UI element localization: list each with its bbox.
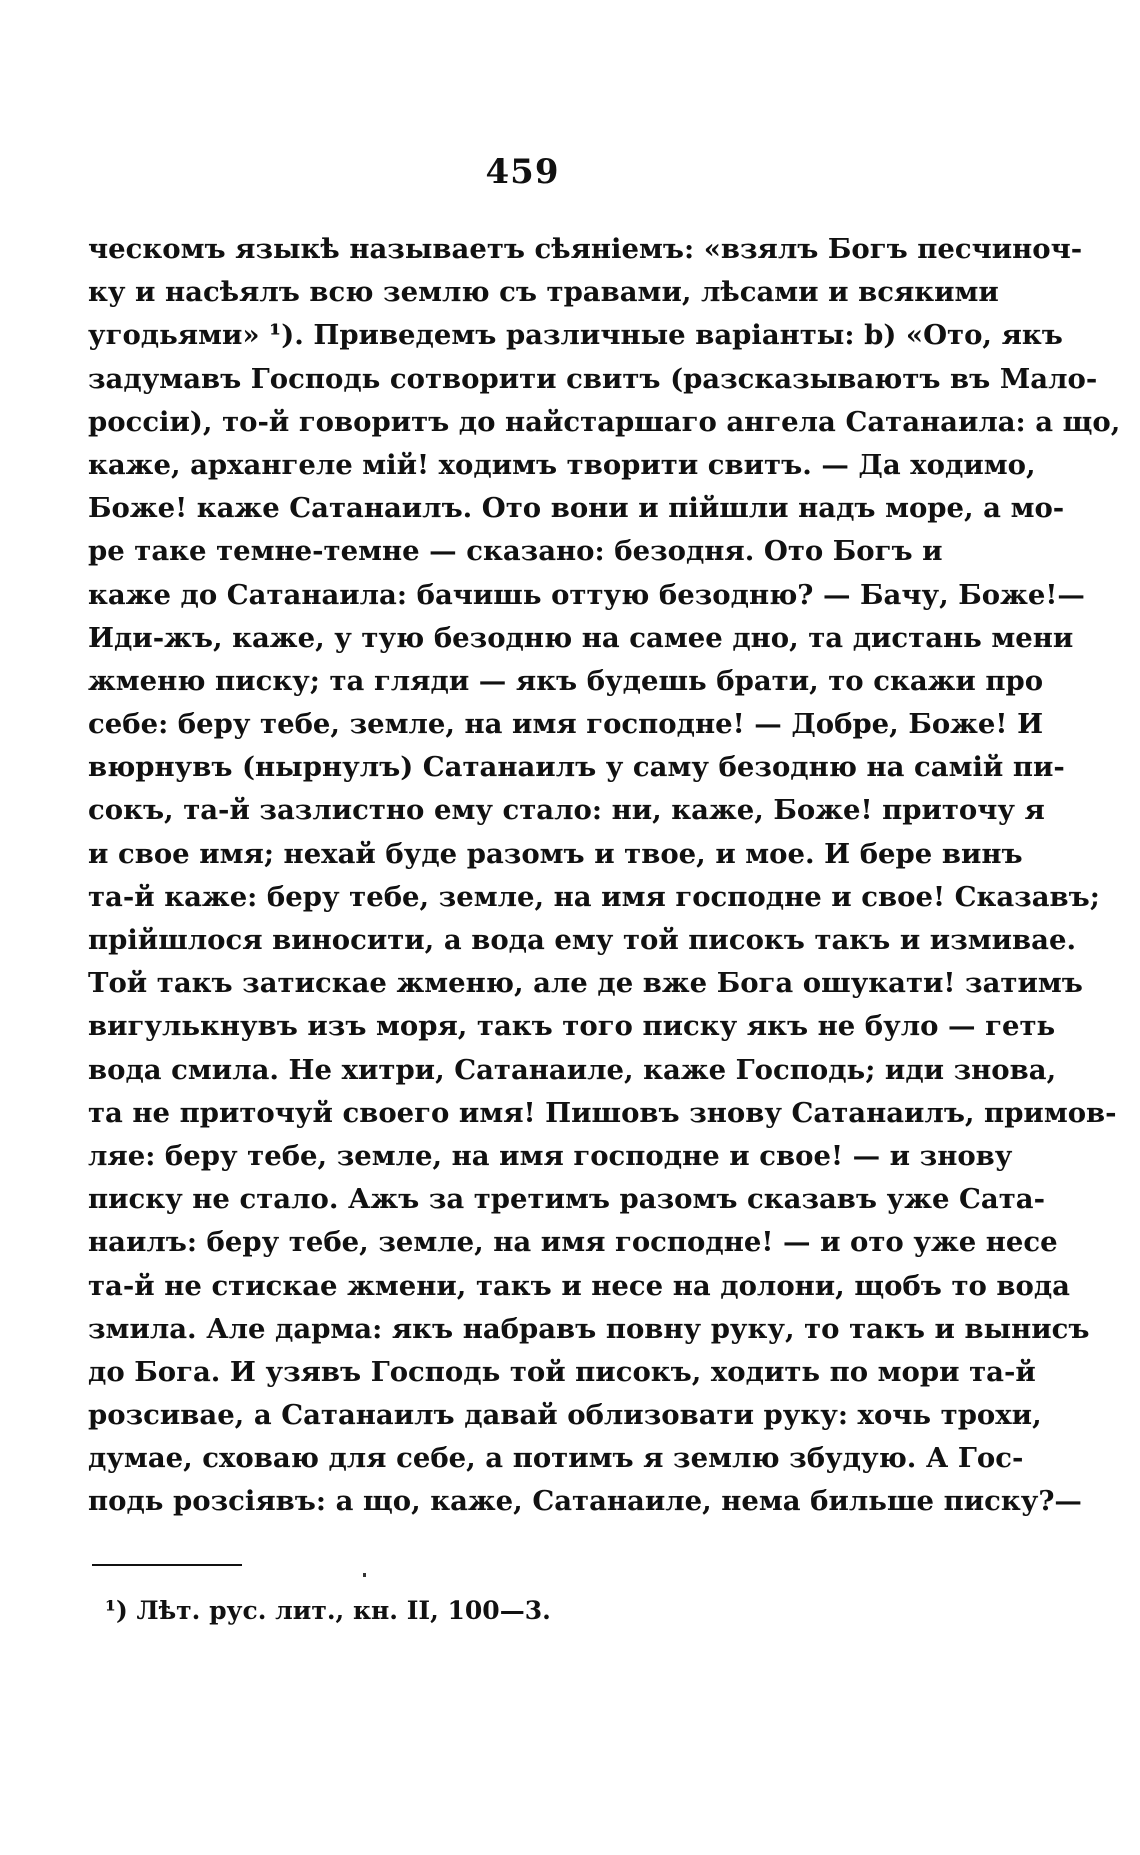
text-line: розсивае, а Сатанаилъ давай облизовати руку: хочь трохи, [88,1399,1042,1432]
page-number: 459 [485,152,560,192]
text-line: вода смила. Не хитри, Сатанаиле, каже Господь; иди знова, [88,1053,1057,1086]
text-line: ку и насѣялъ всю землю съ травами, лѣсами и всякими [88,276,999,309]
footnote: ¹) Лѣт. рус. лит., кн. II, 100—3. [105,1596,551,1625]
text-line: до Бога. И узявъ Господь той писокъ, ходить по мори та-й [88,1355,1036,1388]
text-line: каже, архангеле мій! ходимъ творити свитъ. — Да ходимо, [88,448,1036,481]
text-line: Иди-жъ, каже, у тую безодню на самее дно, та дистань мени [88,621,1074,654]
text-line: сокъ, та-й зазлистно ему стало: ни, каже, Боже! приточу я [88,794,1045,827]
text-line: та-й не стискае жмени, такъ и несе на долони, щобъ то вода [88,1269,1070,1302]
body-text [88,228,1121,1524]
text-line: наилъ: беру тебе, земле, на имя господне! — и ото уже несе [88,1226,1058,1259]
text-line: ре таке темне-темне — сказано: безодня. Ото Богъ и [88,535,943,568]
text-line: ческомъ языкѣ называетъ сѣяніемъ: «взялъ Богъ песчиноч- [88,233,1083,265]
text-line: писку не стало. Ажъ за третимъ разомъ сказавъ уже Сата- [88,1183,1046,1216]
text-line: та не приточуй своего имя! Пишовъ знову Сатанаилъ, примов- [88,1096,1117,1129]
text-line: думае, схoваю для себе, а потимъ я землю збудую. А Гос- [88,1442,1024,1475]
text-line: жменю писку; та гляди — якъ будешь брати, то скажи про [88,664,1044,697]
text-line: прійшлося виносити, а вода ему той писокъ такъ и измивае. [88,924,1077,956]
text-line: змила. Але дарма: якъ набравъ повну руку, то такъ и вынисъ [88,1312,1090,1345]
text-line: Той такъ затискае жменю, але де вже Бога ошукати! затимъ [88,967,1083,1000]
text-line: задумавъ Господь сотворити свитъ (разсказываютъ въ Мало- [88,362,1098,395]
text-line: угодьями» ¹). Приведемъ различные варіанты: b) «Ото, якъ [88,319,1063,352]
text-line: ляе: беру тебе, земле, на имя господне и свое! — и знову [88,1139,1013,1172]
text-line: та-й каже: беру тебе, земле, на имя господне и свое! Сказавъ; [88,880,1100,913]
text-line: Боже! каже Сатанаилъ. Ото вони и пійшли надъ море, а мо- [88,492,1065,525]
text-line: вюрнувъ (нырнулъ) Сатанаилъ у саму безодню на самій пи- [88,751,1065,784]
text-line: каже до Сатанаила: бачишь оттую безодню? — Бачу, Боже!— [88,578,1085,611]
text-line: россіи), то-й говоритъ до найстаршаго ангела Сатанаила: а що, [88,405,1121,438]
text-line: и свое имя; нехай буде разомъ и твое, и мое. И бере винъ [88,837,1023,870]
text-line: вигулькнувъ изъ моря, такъ того писку якъ не було — геть [88,1010,1056,1043]
footnote-divider [92,1564,242,1566]
text-line: подь розсіявъ: а що, каже, Сатанаиле, нема бильше писку?— [88,1485,1082,1518]
print-speck [363,1573,366,1577]
text-line: себе: беру тебе, земле, на имя господне! — Добре, Боже! И [88,708,1044,741]
